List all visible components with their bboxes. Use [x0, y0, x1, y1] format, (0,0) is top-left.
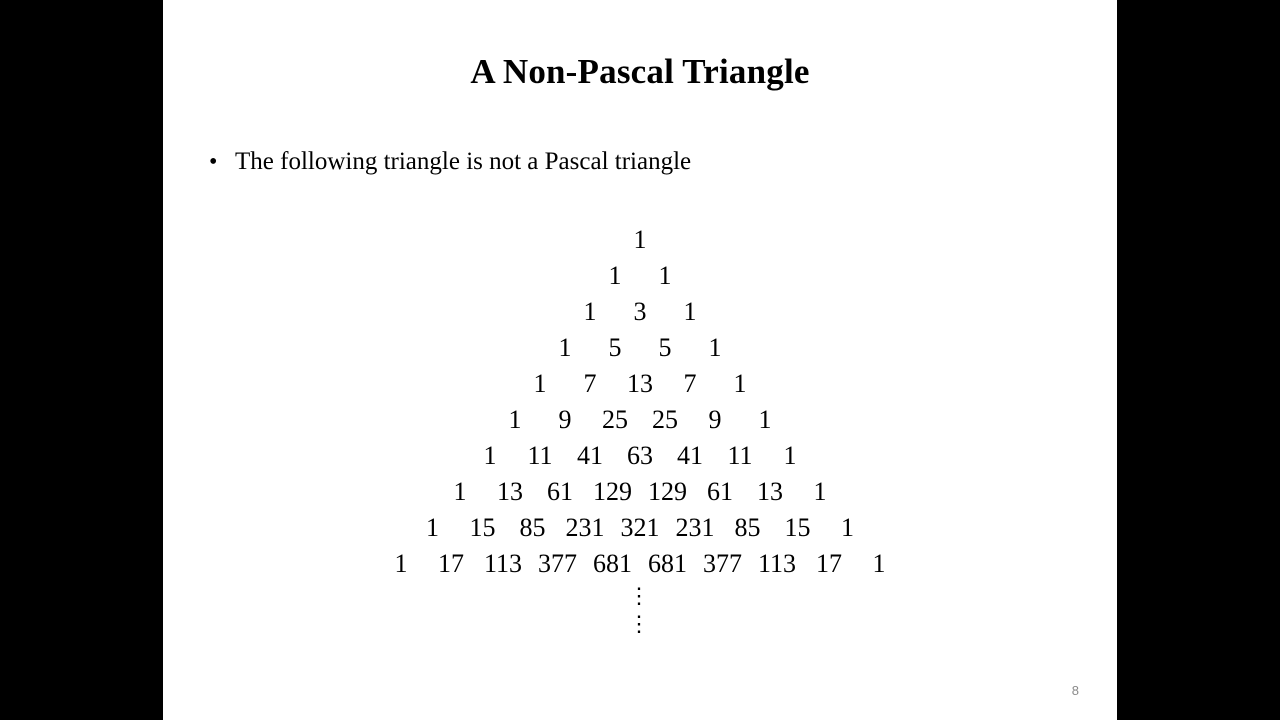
triangle-cell: 1	[783, 441, 797, 470]
triangle-cell: 9	[558, 405, 572, 434]
triangle-row	[615, 222, 665, 258]
triangle-cell: 25	[652, 405, 678, 434]
triangle-cell: 1	[841, 513, 854, 542]
triangle-cell: 15	[784, 513, 811, 542]
ellipsis-row	[629, 582, 651, 610]
triangle-row	[465, 438, 815, 474]
triangle-cell: 41	[577, 441, 603, 470]
triangle-cell: 17	[437, 549, 464, 578]
triangle-cell: 85	[519, 513, 546, 542]
triangle-cell: 11	[527, 441, 553, 470]
triangle-cell: 1	[558, 333, 572, 362]
triangle-cell: 1	[658, 261, 672, 290]
triangle-row	[540, 330, 740, 366]
triangle-cell: 9	[708, 405, 722, 434]
triangle-cell: 1	[758, 405, 772, 434]
triangle-cell: 1	[633, 225, 647, 254]
triangle-row	[590, 258, 690, 294]
triangle-cell: 1	[483, 441, 497, 470]
triangle-cell: 13	[757, 477, 783, 506]
triangle-cell: 61	[707, 477, 733, 506]
number-triangle	[163, 222, 1117, 638]
triangle-cell: 1	[708, 333, 722, 362]
triangle-cell: 5	[608, 333, 622, 362]
triangle-cell: 377	[703, 549, 742, 578]
page-number: 8	[1071, 683, 1079, 698]
triangle-cell: 5	[658, 333, 672, 362]
triangle-cell: 1	[683, 297, 697, 326]
triangle-cell: 1	[508, 405, 522, 434]
triangle-cell: 11	[727, 441, 753, 470]
triangle-cell: 1	[394, 549, 408, 578]
triangle-cell: 1	[872, 549, 886, 578]
triangle-cell: 1	[426, 513, 439, 542]
triangle-cell: 1	[813, 477, 827, 506]
triangle-cell: 113	[758, 549, 797, 578]
triangle-cell: 25	[602, 405, 628, 434]
bullet-item-label: The following triangle is not a Pascal triangle	[235, 148, 692, 175]
bullet-marker-icon: •	[209, 149, 218, 175]
page-title: A Non-Pascal Triangle	[470, 52, 810, 91]
triangle-cell: 7	[583, 369, 597, 398]
triangle-cell: 41	[677, 441, 703, 470]
triangle-cell: 1	[608, 261, 622, 290]
triangle-cell: 61	[547, 477, 573, 506]
triangle-row	[376, 546, 904, 582]
triangle-cell: 7	[683, 369, 697, 398]
vertical-ellipsis-icon: ⋮	[628, 611, 650, 636]
triangle-cell: 1	[583, 297, 597, 326]
triangle-cell: 1	[453, 477, 467, 506]
triangle-row	[515, 366, 765, 402]
triangle-cell: 231	[675, 513, 715, 542]
triangle-cell: 15	[469, 513, 496, 542]
triangle-cell: 377	[538, 549, 577, 578]
ellipsis-row	[629, 610, 651, 638]
triangle-cell: 3	[633, 297, 647, 326]
triangle-cell: 1	[733, 369, 747, 398]
triangle-cell: 129	[593, 477, 632, 506]
triangle-row	[408, 510, 873, 546]
triangle-row	[435, 474, 845, 510]
triangle-cell: 681	[593, 549, 632, 578]
slide-canvas	[163, 0, 1117, 720]
triangle-cell: 231	[565, 513, 605, 542]
triangle-row	[490, 402, 790, 438]
vertical-ellipsis-icon: ⋮	[628, 583, 650, 608]
triangle-cell: 113	[483, 549, 522, 578]
triangle-cell: 681	[648, 549, 687, 578]
triangle-cell: 63	[627, 441, 653, 470]
triangle-cell: 17	[816, 549, 843, 578]
triangle-cell: 85	[734, 513, 761, 542]
triangle-cell: 13	[627, 369, 653, 398]
triangle-cell: 129	[648, 477, 687, 506]
triangle-cell: 321	[620, 513, 660, 542]
triangle-cell: 13	[497, 477, 523, 506]
triangle-cell: 1	[533, 369, 547, 398]
triangle-row	[565, 294, 715, 330]
bullet-list-item	[209, 147, 1089, 177]
